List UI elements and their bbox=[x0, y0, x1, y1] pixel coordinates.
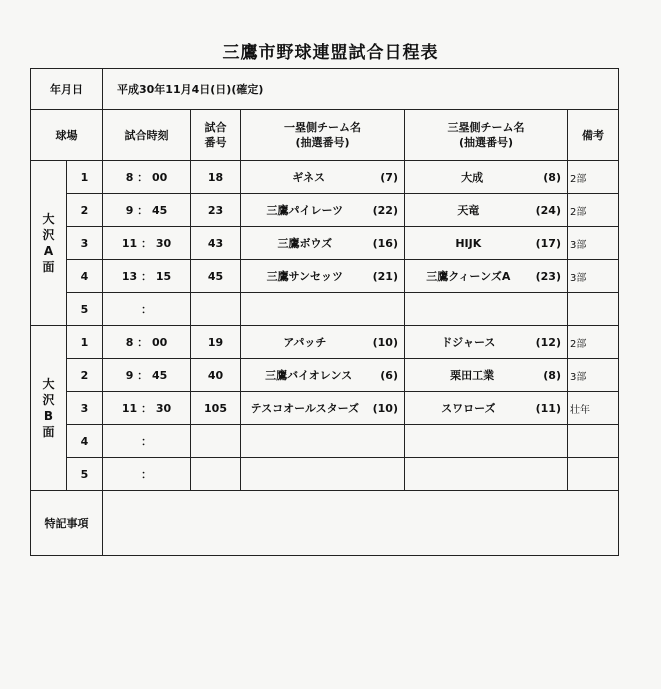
game-number: 2 bbox=[67, 194, 103, 227]
field-name-char: A bbox=[43, 244, 54, 258]
third-base-lot-number: (8) bbox=[543, 368, 561, 382]
page-title: 三鷹市野球連盟試合日程表 bbox=[222, 43, 439, 63]
first-base-team bbox=[241, 400, 404, 416]
first-base-lot-number: (22) bbox=[372, 203, 398, 217]
remark bbox=[568, 425, 619, 458]
first-base-lot-number: (10) bbox=[372, 335, 398, 349]
match-row bbox=[31, 194, 619, 227]
field-name-char: 面 bbox=[42, 425, 55, 439]
game-time: ： bbox=[103, 458, 191, 491]
game-number: 3 bbox=[67, 392, 103, 425]
game-time: 8 ： 00 bbox=[103, 326, 191, 359]
third-base-team-name: ドジャース bbox=[441, 336, 496, 349]
match-row bbox=[31, 227, 619, 260]
third-base-team-cell bbox=[405, 227, 568, 260]
first-base-lot-number: (10) bbox=[372, 401, 398, 415]
first-base-header bbox=[241, 110, 405, 161]
field-name bbox=[31, 326, 67, 491]
time-header: 試合時刻 bbox=[103, 110, 191, 161]
game-number: 5 bbox=[67, 293, 103, 326]
remark bbox=[568, 293, 619, 326]
first-base-team-name: 三鷹ボウズ bbox=[277, 237, 333, 250]
third-base-team-cell bbox=[405, 359, 568, 392]
third-base-team bbox=[405, 169, 567, 185]
remark: 2部 bbox=[568, 326, 619, 359]
first-base-team-name: 三鷹サンセッツ bbox=[266, 270, 344, 283]
third-base-lot-number: (11) bbox=[535, 401, 561, 415]
match-row bbox=[31, 359, 619, 392]
match-row bbox=[31, 326, 619, 359]
field-name-char: 大 bbox=[42, 212, 55, 226]
remark: 2部 bbox=[568, 194, 619, 227]
third-base-team-name: スワローズ bbox=[441, 402, 496, 415]
third-base-team-cell bbox=[405, 458, 568, 491]
third-base-team bbox=[405, 367, 567, 383]
first-base-team-name: ギネス bbox=[292, 171, 326, 184]
match-row bbox=[31, 260, 619, 293]
notes-row bbox=[31, 491, 619, 556]
game-time: 9 ： 45 bbox=[103, 359, 191, 392]
game-number: 3 bbox=[67, 227, 103, 260]
first-base-team-cell bbox=[241, 293, 405, 326]
third-base-lot-number: (23) bbox=[535, 269, 561, 283]
field-name-char: B bbox=[43, 409, 54, 423]
match-number: 19 bbox=[191, 326, 241, 359]
third-base-lot-number: (12) bbox=[535, 335, 561, 349]
third-base-lot-number: (17) bbox=[535, 236, 561, 250]
remark: 壮年 bbox=[568, 392, 619, 425]
remarks-header: 備考 bbox=[568, 110, 619, 161]
game-number: 1 bbox=[67, 161, 103, 194]
third-base-lot-number: (8) bbox=[543, 170, 561, 184]
notes-label: 特記事項 bbox=[31, 491, 103, 556]
first-base-team bbox=[241, 334, 404, 350]
match-number: 43 bbox=[191, 227, 241, 260]
first-base-team-cell bbox=[241, 458, 405, 491]
third-base-team-cell bbox=[405, 260, 568, 293]
third-base-team bbox=[405, 237, 567, 250]
first-base-team-cell bbox=[241, 260, 405, 293]
third-base-team-cell bbox=[405, 194, 568, 227]
match-number: 105 bbox=[191, 392, 241, 425]
match-number bbox=[191, 425, 241, 458]
game-time: ： bbox=[103, 425, 191, 458]
third-base-team-cell bbox=[405, 425, 568, 458]
game-number: 4 bbox=[67, 260, 103, 293]
game-time: 11 ： 30 bbox=[103, 392, 191, 425]
third-base-team-name: 栗田工業 bbox=[450, 369, 495, 382]
third-base-header bbox=[405, 110, 568, 161]
first-base-team bbox=[241, 235, 404, 251]
third-base-team-name: 天竜 bbox=[457, 204, 480, 217]
match-no-header-line1: 試合 bbox=[204, 121, 227, 134]
field-name-char: 大 bbox=[42, 377, 55, 391]
date-value: 平成30年11月4日(日)(確定) bbox=[103, 69, 619, 110]
third-base-team-cell bbox=[405, 326, 568, 359]
first-base-team bbox=[241, 268, 404, 284]
game-number: 5 bbox=[67, 458, 103, 491]
field-name-char: 面 bbox=[42, 260, 55, 274]
match-number: 45 bbox=[191, 260, 241, 293]
remark: 2部 bbox=[568, 161, 619, 194]
first-base-team-cell bbox=[241, 392, 405, 425]
first-base-team bbox=[241, 367, 404, 383]
date-label: 年月日 bbox=[31, 69, 103, 110]
game-number: 1 bbox=[67, 326, 103, 359]
third-base-team-name: 大成 bbox=[461, 171, 484, 184]
remark: 3部 bbox=[568, 227, 619, 260]
date-row bbox=[31, 69, 619, 110]
first-base-team-cell bbox=[241, 194, 405, 227]
game-time: 8 ： 00 bbox=[103, 161, 191, 194]
match-number bbox=[191, 458, 241, 491]
game-time: ： bbox=[103, 293, 191, 326]
third-base-team-name: HIJK bbox=[455, 236, 482, 250]
field-name-char: 沢 bbox=[42, 393, 55, 407]
match-number bbox=[191, 293, 241, 326]
third-base-header-line1: 三塁側チーム名 bbox=[447, 121, 525, 134]
match-row bbox=[31, 161, 619, 194]
third-base-team bbox=[405, 400, 567, 416]
third-base-team bbox=[405, 268, 567, 284]
match-no-header bbox=[191, 110, 241, 161]
match-row bbox=[31, 458, 619, 491]
notes-value bbox=[103, 491, 619, 556]
game-time: 11 ： 30 bbox=[103, 227, 191, 260]
remark bbox=[568, 458, 619, 491]
first-base-team-name: テスコオールスターズ bbox=[250, 402, 360, 415]
first-base-team-cell bbox=[241, 359, 405, 392]
match-row bbox=[31, 425, 619, 458]
first-base-lot-number: (7) bbox=[380, 170, 398, 184]
third-base-team-cell bbox=[405, 293, 568, 326]
first-base-team-cell bbox=[241, 425, 405, 458]
first-base-team-name: 三鷹バイオレンス bbox=[265, 369, 353, 382]
first-base-team-cell bbox=[241, 227, 405, 260]
column-header-row bbox=[31, 110, 619, 161]
third-base-team bbox=[405, 202, 567, 218]
first-base-lot-number: (16) bbox=[372, 236, 398, 250]
game-time: 13 ： 15 bbox=[103, 260, 191, 293]
match-number: 40 bbox=[191, 359, 241, 392]
match-number: 18 bbox=[191, 161, 241, 194]
field-header: 球場 bbox=[31, 110, 103, 161]
third-base-team-cell bbox=[405, 161, 568, 194]
first-base-team bbox=[241, 169, 404, 185]
first-base-lot-number: (6) bbox=[380, 368, 398, 382]
field-name-char: 沢 bbox=[42, 228, 55, 242]
match-number: 23 bbox=[191, 194, 241, 227]
schedule-table bbox=[30, 68, 619, 556]
match-row bbox=[31, 293, 619, 326]
game-time: 9 ： 45 bbox=[103, 194, 191, 227]
third-base-team-name: 三鷹クィーンズA bbox=[426, 270, 511, 283]
field-name bbox=[31, 161, 67, 326]
first-base-team bbox=[241, 202, 404, 218]
first-base-team-cell bbox=[241, 161, 405, 194]
game-number: 2 bbox=[67, 359, 103, 392]
first-base-lot-number: (21) bbox=[372, 269, 398, 283]
third-base-header-line2: (抽選番号) bbox=[458, 136, 514, 149]
first-base-team-name: 三鷹パイレーツ bbox=[266, 204, 344, 217]
third-base-team bbox=[405, 334, 567, 350]
first-base-header-line1: 一塁側チーム名 bbox=[284, 121, 361, 134]
third-base-team-cell bbox=[405, 392, 568, 425]
first-base-header-line2: (抽選番号) bbox=[295, 136, 350, 149]
match-row bbox=[31, 392, 619, 425]
remark: 3部 bbox=[568, 359, 619, 392]
first-base-team-name: アパッチ bbox=[283, 336, 327, 349]
match-no-header-line2: 番号 bbox=[204, 136, 227, 149]
remark: 3部 bbox=[568, 260, 619, 293]
first-base-team-cell bbox=[241, 326, 405, 359]
game-number: 4 bbox=[67, 425, 103, 458]
third-base-lot-number: (24) bbox=[535, 203, 561, 217]
